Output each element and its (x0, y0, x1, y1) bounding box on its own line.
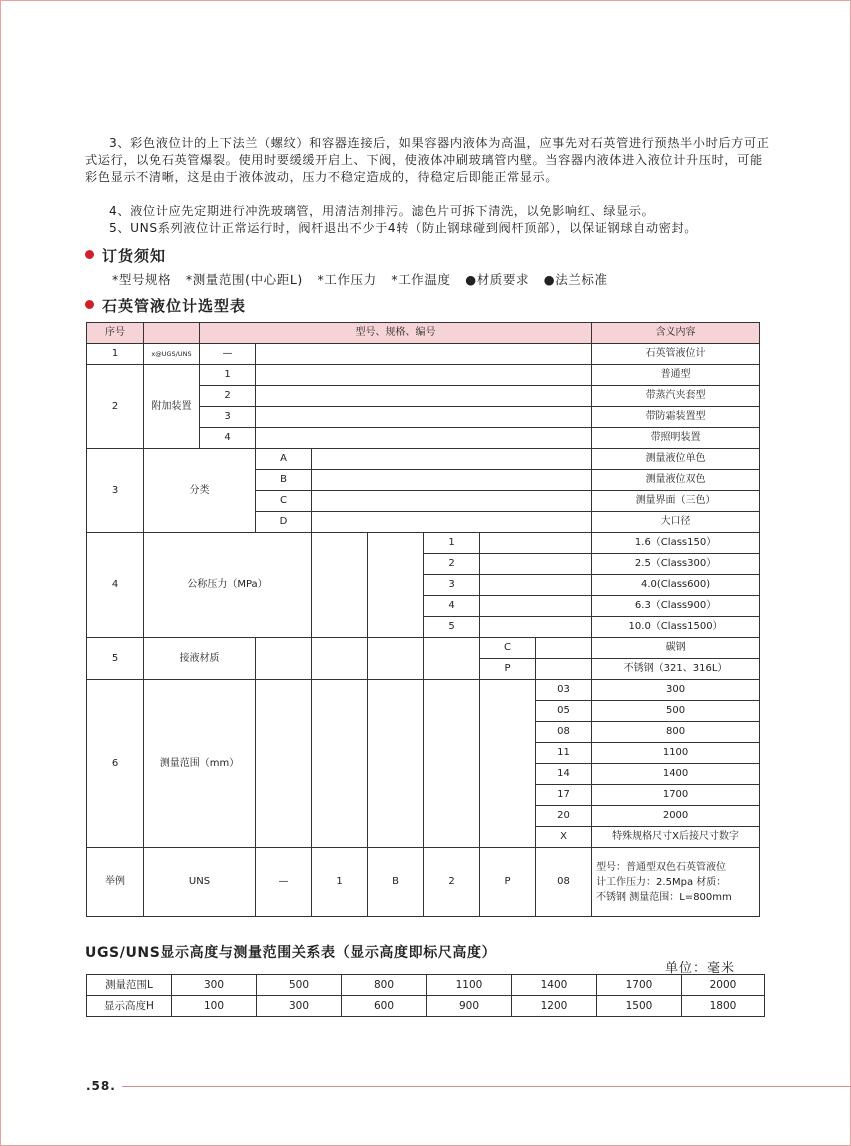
table-row (87, 533, 760, 554)
order-item: ●材质要求 (465, 272, 530, 287)
code-cell: X (536, 827, 592, 848)
code-cell: 17 (536, 785, 592, 806)
code-cell: 3 (200, 407, 256, 428)
value-cell: 300 (172, 975, 257, 996)
value-cell: 900 (427, 996, 512, 1017)
table-row (87, 996, 765, 1017)
table-row (87, 365, 760, 386)
example-desc-line: 不锈钢 测量范围：L=800mm (596, 891, 732, 903)
blank-cell (256, 365, 592, 386)
meaning-cell: 大口径 (592, 512, 760, 533)
table-row (87, 638, 760, 659)
value-cell: 1400 (512, 975, 597, 996)
blank-cell (256, 386, 592, 407)
example-description (592, 848, 760, 917)
meaning-cell: 800 (592, 722, 760, 743)
code-cell: 2 (200, 386, 256, 407)
model-cell: x@UGS/UNS (144, 344, 200, 365)
blank-cell (480, 575, 592, 596)
order-item: *工作温度 (391, 272, 451, 287)
code-cell: 3 (424, 575, 480, 596)
order-item: *工作压力 (317, 272, 377, 287)
blank-cell (312, 491, 592, 512)
blank-cell (536, 638, 592, 659)
code-cell: 4 (424, 596, 480, 617)
blank-cell (256, 344, 592, 365)
blank-cell (312, 638, 368, 680)
blank-cell (424, 680, 480, 848)
example-cell: 08 (536, 848, 592, 917)
seq-cell: 2 (87, 365, 144, 449)
code-cell: C (480, 638, 536, 659)
code-cell: D (256, 512, 312, 533)
blank-cell (312, 470, 592, 491)
blank-cell (256, 428, 592, 449)
example-cell: 2 (424, 848, 480, 917)
code-cell: 03 (536, 680, 592, 701)
meaning-cell: 测量界面（三色） (592, 491, 760, 512)
value-cell: 1500 (597, 996, 682, 1017)
group-label: 测量范围（mm） (144, 680, 256, 848)
page-border-top (0, 0, 851, 1)
value-cell: 500 (257, 975, 342, 996)
seq-cell: 4 (87, 533, 144, 638)
value-cell: 2000 (682, 975, 765, 996)
meaning-cell: 带照明装置 (592, 428, 760, 449)
code-cell: C (256, 491, 312, 512)
meaning-cell: 石英管液位计 (592, 344, 760, 365)
selection-table (86, 322, 760, 917)
meaning-cell: 带防霜装置型 (592, 407, 760, 428)
paragraph-3: 3、彩色液位计的上下法兰（螺纹）和容器连接后，如果容器内液体为高温，应事先对石英管进行预热半小时后方可正式运行，以免石英管爆裂。使用时要缓缓开启上、下阀，使液体冲刷玻璃管内壁。当容器内液体进入液位计升压时，可能彩色显示不清晰，这是由于液体波动，压力不稳定造成的，待稳定后即能正常显示。 (85, 136, 770, 184)
meaning-cell: 1.6（Class150） (592, 533, 760, 554)
table-row (87, 680, 760, 701)
blank-cell (536, 659, 592, 680)
group-label: 公称压力（MPa） (144, 533, 312, 638)
header-meaning: 含义内容 (592, 323, 760, 344)
code-cell: 20 (536, 806, 592, 827)
value-cell: 800 (342, 975, 427, 996)
code-cell: 4 (200, 428, 256, 449)
dash-cell: — (200, 344, 256, 365)
code-cell: 1 (424, 533, 480, 554)
paragraph-5: 5、UNS系列液位计正常运行时，阀杆退出不少于4转（防止钢球碰到阀杆顶部），以保证钢球自动密封。 (109, 221, 698, 235)
value-cell: 300 (257, 996, 342, 1017)
table-header-row (87, 323, 760, 344)
value-cell: 1800 (682, 996, 765, 1017)
blank-cell (312, 533, 368, 638)
meaning-cell: 2.5（Class300） (592, 554, 760, 575)
blank-cell (312, 449, 592, 470)
value-cell: 100 (172, 996, 257, 1017)
group-label: 附加装置 (144, 365, 200, 449)
seq-cell: 3 (87, 449, 144, 533)
blank-cell (480, 617, 592, 638)
code-cell: 05 (536, 701, 592, 722)
code-cell: 08 (536, 722, 592, 743)
blank-cell (368, 638, 424, 680)
selection-section-heading (85, 295, 246, 316)
example-row (87, 848, 760, 917)
code-cell: 14 (536, 764, 592, 785)
page-number: .58. (86, 1079, 116, 1093)
meaning-cell: 带蒸汽夹套型 (592, 386, 760, 407)
meaning-cell: 6.3（Class900） (592, 596, 760, 617)
meaning-cell: 测量液位单色 (592, 449, 760, 470)
blank-cell (256, 638, 312, 680)
code-cell: 11 (536, 743, 592, 764)
blank-cell (256, 407, 592, 428)
blank-cell (424, 638, 480, 680)
example-label: 举例 (87, 848, 144, 917)
paragraph-4: 4、液位计应先定期进行冲洗玻璃管，用清洁剂排污。滤色片可拆下清洗，以免影响红、绿显示。 (109, 204, 655, 218)
table-row (87, 449, 760, 470)
meaning-cell: 300 (592, 680, 760, 701)
row-label: 显示高度H (87, 996, 172, 1017)
blank-cell (368, 533, 424, 638)
code-cell: 5 (424, 617, 480, 638)
meaning-cell: 2000 (592, 806, 760, 827)
blank-cell (480, 596, 592, 617)
meaning-cell: 碳钢 (592, 638, 760, 659)
example-cell: B (368, 848, 424, 917)
header-seq: 序号 (87, 323, 144, 344)
code-cell: 2 (424, 554, 480, 575)
code-cell: A (256, 449, 312, 470)
group-label: 接液材质 (144, 638, 256, 680)
order-item: ●法兰标准 (543, 272, 608, 287)
blank-cell (256, 680, 312, 848)
meaning-cell: 1700 (592, 785, 760, 806)
blank-cell (480, 533, 592, 554)
example-desc-line: 计工作压力：2.5Mpa 材质： (596, 876, 727, 888)
order-title: 订货须知 (102, 247, 167, 265)
meaning-cell: 1100 (592, 743, 760, 764)
display-table-title: UGS/UNS显示高度与测量范围关系表（显示高度即标尺高度） (85, 945, 497, 961)
meaning-cell: 1400 (592, 764, 760, 785)
blank-cell (312, 512, 592, 533)
meaning-cell: 4.0(Class600) (592, 575, 760, 596)
table-row (87, 344, 760, 365)
example-cell: P (480, 848, 536, 917)
value-cell: 600 (342, 996, 427, 1017)
value-cell: 1200 (512, 996, 597, 1017)
seq-cell: 1 (87, 344, 144, 365)
bullet-icon (85, 250, 94, 259)
seq-cell: 5 (87, 638, 144, 680)
footer-rule (122, 1086, 851, 1087)
header-model: 型号、规格、编号 (200, 323, 592, 344)
meaning-cell: 不锈钢（321、316L） (592, 659, 760, 680)
code-cell: B (256, 470, 312, 491)
order-item: *型号规格 (112, 272, 172, 287)
seq-cell: 6 (87, 680, 144, 848)
meaning-cell: 10.0（Class1500） (592, 617, 760, 638)
example-desc-line: 型号：普通型双色石英管液位 (596, 861, 727, 873)
value-cell: 1700 (597, 975, 682, 996)
example-cell: UNS (144, 848, 256, 917)
code-cell: 1 (200, 365, 256, 386)
bullet-icon (85, 300, 94, 309)
group-label: 分类 (144, 449, 256, 533)
blank-cell (480, 554, 592, 575)
order-section-heading (85, 245, 166, 266)
code-cell: P (480, 659, 536, 680)
blank-cell (480, 680, 536, 848)
value-cell: 1100 (427, 975, 512, 996)
meaning-cell: 普通型 (592, 365, 760, 386)
example-cell: 1 (312, 848, 368, 917)
order-item: *测量范围(中心距L) (185, 272, 303, 287)
selection-title: 石英管液位计选型表 (102, 297, 247, 315)
display-height-table (86, 974, 765, 1017)
blank-cell (312, 680, 368, 848)
example-cell: — (256, 848, 312, 917)
header-blank (144, 323, 200, 344)
row-label: 测量范围L (87, 975, 172, 996)
table-row (87, 975, 765, 996)
meaning-cell: 测量液位双色 (592, 470, 760, 491)
display-table-unit: 单位：毫米 (665, 961, 736, 976)
meaning-cell: 500 (592, 701, 760, 722)
blank-cell (368, 680, 424, 848)
order-requirements (112, 270, 618, 288)
meaning-cell: 特殊规格尺寸X后接尺寸数字 (592, 827, 760, 848)
page-border-left (0, 0, 1, 1146)
